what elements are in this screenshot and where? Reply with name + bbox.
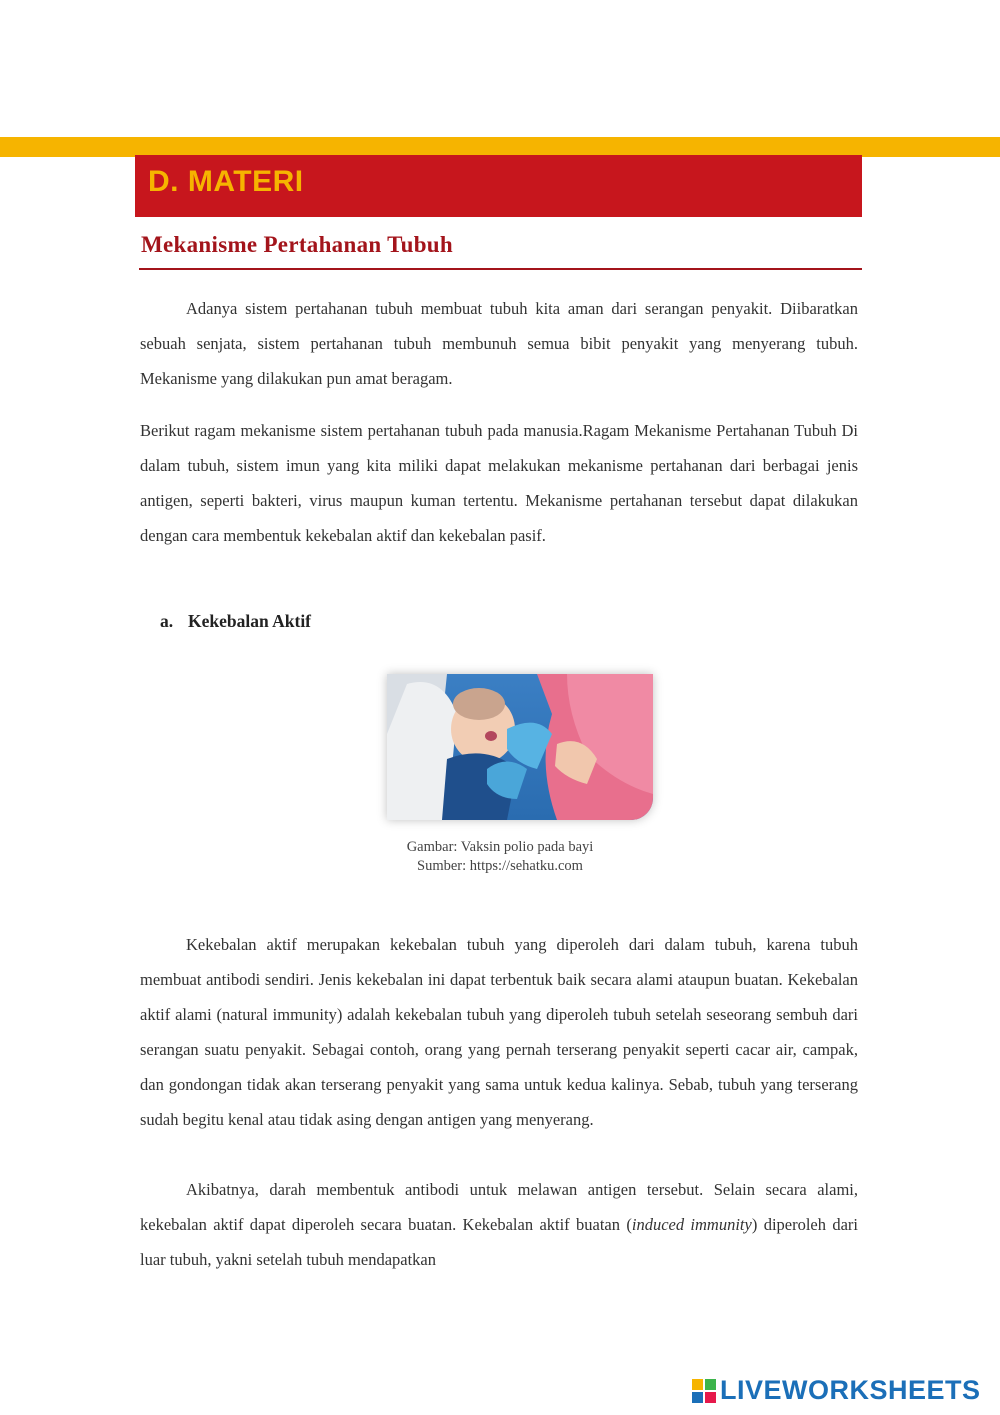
page-header-title: D. MATERI <box>148 165 304 198</box>
paragraph-active-immunity: Kekebalan aktif merupakan kekebalan tubuh yang diperoleh dari dalam tubuh, karena tubuh membuat antibodi sendiri. Jenis kekebalan ini dapat terbentuk baik secara alami ataupun buatan. Kekebalan aktif alami (natural immunity) adalah kekebalan tubuh yang diperoleh tubuh setelah seseorang sembuh dari serangan suatu penyakit. Sebagai contoh, orang yang pernah terserang penyakit seperti cacar air, campak, dan gondongan tidak akan terserang penyakit yang sama untuk kedua kalinya. Sebab, tubuh yang terserang sudah begitu kenal atau tidak asing dengan antigen yang menyerang. <box>140 935 858 1129</box>
section-title: Mekanisme Pertahanan Tubuh <box>141 232 453 257</box>
vaccine-photo <box>387 674 653 820</box>
liveworksheets-logo-icon <box>692 1379 716 1403</box>
paragraph-induced-immunity <box>140 1172 858 1277</box>
paragraph-induced-italic: induced immunity <box>631 1215 752 1234</box>
subheading-marker: a. <box>160 611 174 631</box>
liveworksheets-watermark <box>692 1375 981 1406</box>
paragraph-intro: Adanya sistem pertahanan tubuh membuat tubuh kita aman dari serangan penyakit. Diibaratkan sebuah senjata, sistem pertahanan tubuh membunuh semua bibit penyakit yang menyerang tubuh. Mekanisme yang dilakukan pun amat beragam. <box>140 299 858 388</box>
vaccine-illustration <box>387 674 653 820</box>
liveworksheets-wordmark: LIVEWORKSHEETS <box>720 1375 981 1405</box>
subheading-label: Kekebalan Aktif <box>188 611 312 631</box>
paragraph-induced-end: ) diperoleh dari luar tubuh, yakni setelah tubuh mendapatkan <box>140 1215 859 1269</box>
paragraph-mechanisms: Berikut ragam mekanisme sistem pertahanan tubuh pada manusia.Ragam Mekanisme Pertahanan Tubuh Di dalam tubuh, sistem imun yang kita miliki dapat melakukan mekanisme pertahanan dari berbagai jenis antigen, seperti bakteri, virus maupun kuman tertentu. Mekanisme pertahanan tersebut dapat dilakukan dengan cara membentuk kekebalan aktif dan kekebalan pasif. <box>140 421 858 545</box>
section-divider <box>139 268 862 270</box>
top-accent-band <box>0 137 1000 157</box>
figure-caption: Gambar: Vaksin polio pada bayi <box>406 839 594 855</box>
paragraph-induced-start: Akibatnya, darah membentuk antibodi untuk melawan antigen tersebut. Selain secara alami, kekebalan aktif dapat diperoleh secara buatan. Kekebalan aktif buatan ( <box>140 1180 858 1234</box>
subheading-kekebalan-aktif <box>160 611 311 632</box>
figure-source: Sumber: https://sehatku.com <box>417 858 583 874</box>
